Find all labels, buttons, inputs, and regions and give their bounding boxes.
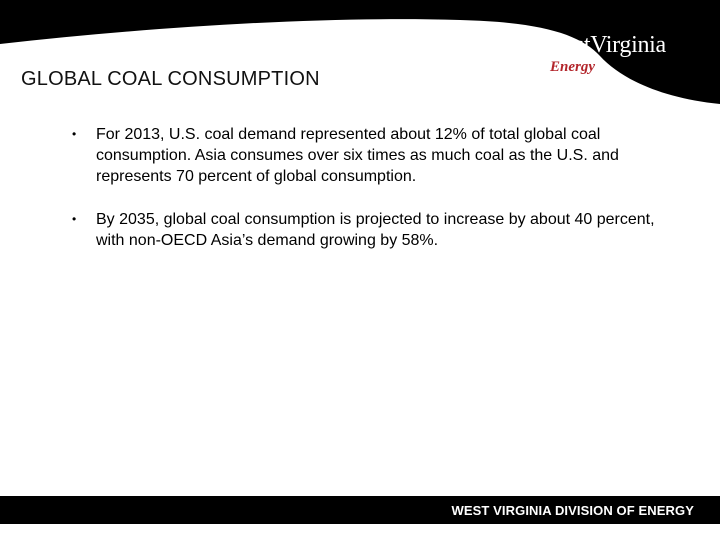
logo-wordmark: WestVirginia — [544, 32, 666, 58]
west-virginia-energy-logo — [544, 30, 694, 80]
bullet-item — [72, 124, 672, 187]
bullet-marker: • — [72, 127, 77, 141]
bullet-text: For 2013, U.S. coal demand represented about 12% of total global coal consumption. Asia consumes over six times as much coal as the U.S. and represents 70 percent of global consumption. — [96, 126, 619, 185]
slide-title: GLOBAL COAL CONSUMPTION — [21, 68, 320, 90]
logo-subtitle: Energy — [550, 59, 595, 75]
bullet-marker: • — [72, 212, 77, 226]
bullet-item — [72, 209, 672, 251]
footer-text: WEST VIRGINIA DIVISION OF ENERGY — [451, 503, 694, 518]
bullet-text: By 2035, global coal consumption is projected to increase by about 40 percent, with non-OECD Asia’s demand growing by 58%. — [96, 211, 655, 249]
bullet-list — [72, 124, 672, 251]
footer-bar — [0, 496, 720, 524]
